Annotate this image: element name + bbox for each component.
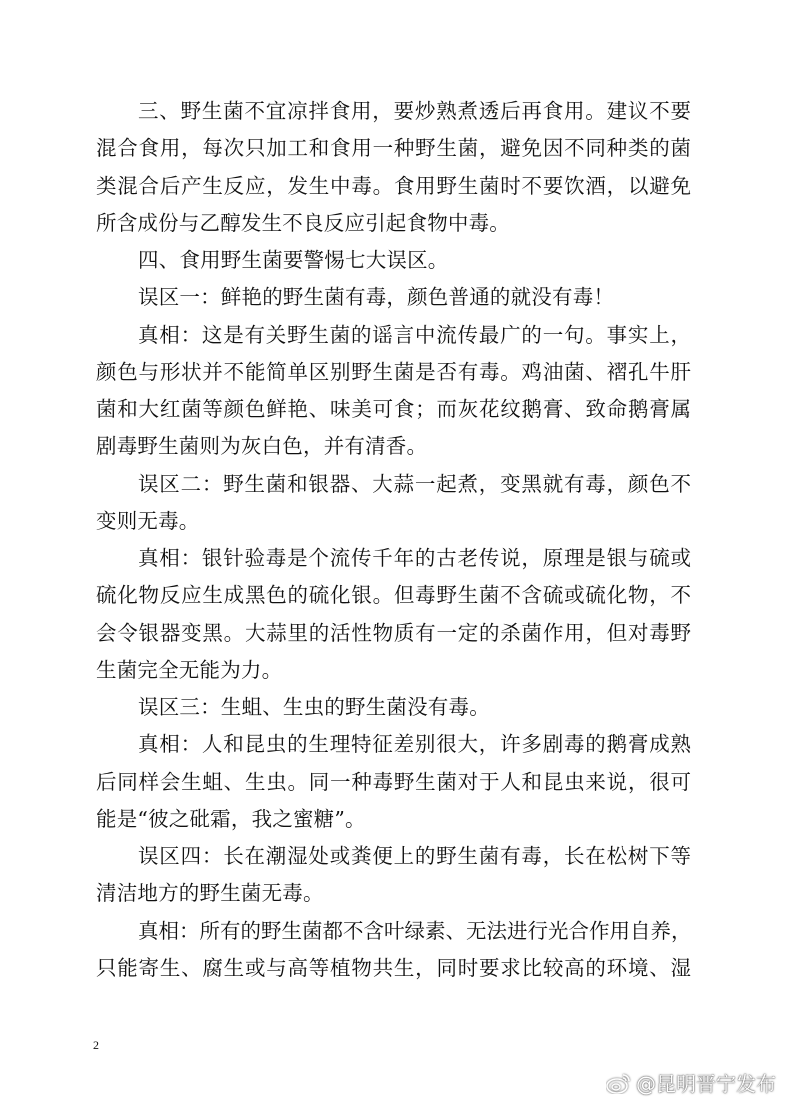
- text-line: 硫化物反应生成黑色的硫化银。但毒野生菌不含硫或硫化物，不: [96, 583, 691, 608]
- text-line: 真相：人和昆虫的生理特征差别很大，许多剧毒的鹅膏成熟: [138, 732, 691, 757]
- text-line: 误区四：长在潮湿处或粪便上的野生菌有毒，长在松树下等: [138, 844, 691, 868]
- text-line: 变则无毒。: [96, 508, 200, 533]
- text-line: 剧毒野生菌则为灰白色，并有清香。: [96, 434, 428, 459]
- text-line: 类混合后产生反应，发生中毒。食用野生菌时不要饮酒，以避免: [96, 173, 691, 198]
- text-line: 误区二：野生菌和银器、大蒜一起煮，变黑就有毒，颜色不: [138, 471, 691, 496]
- watermark-text: @昆明晋宁发布: [636, 1072, 776, 1096]
- text-line: 误区一：鲜艳的野生菌有毒，颜色普通的就没有毒！: [138, 285, 615, 310]
- text-line: 只能寄生、腐生或与高等植物共生，同时要求比较高的环境、湿: [96, 955, 691, 980]
- page-number: 2: [93, 1038, 99, 1052]
- text-line: 三、野生菌不宜凉拌食用，要炒熟煮透后再食用。建议不要: [138, 99, 691, 123]
- text-line: 误区三：生蛆、生虫的野生菌没有毒。: [138, 695, 490, 719]
- text-line: 会令银器变黑。大蒜里的活性物质有一定的杀菌作用，但对毒野: [96, 620, 691, 645]
- text-line: 所含成份与乙醇发生不良反应引起食物中毒。: [96, 210, 510, 235]
- text-line: 真相：银针验毒是个流传千年的古老传说，原理是银与硫或: [138, 546, 691, 570]
- text-line: 菌和大红菌等颜色鲜艳、味美可食；而灰花纹鹅膏、致命鹅膏属: [96, 397, 691, 421]
- weibo-icon: [606, 1072, 632, 1094]
- text-line: 后同样会生蛆、生虫。同一种毒野生菌对于人和昆虫来说，很可: [96, 769, 691, 794]
- text-line: 真相：所有的野生菌都不含叶绿素、无法进行光合作用自养，: [138, 918, 692, 943]
- text-line: 颜色与形状并不能简单区别野生菌是否有毒。鸡油菌、褶孔牛肝: [96, 359, 691, 384]
- text-line: 清洁地方的野生菌无毒。: [96, 881, 324, 906]
- text-line: 混合食用，每次只加工和食用一种野生菌，避免因不同种类的菌: [96, 136, 691, 161]
- body-text: [96, 93, 691, 987]
- watermark: [606, 1068, 776, 1097]
- text-line: 能是“彼之砒霜，我之蜜糖”。: [96, 806, 366, 831]
- text-line: 真相：这是有关野生菌的谣言中流传最广的一句。事实上，: [138, 322, 691, 347]
- text-line: 生菌完全无能为力。: [96, 657, 283, 682]
- text-line: 四、食用野生菌要警惕七大误区。: [138, 248, 449, 272]
